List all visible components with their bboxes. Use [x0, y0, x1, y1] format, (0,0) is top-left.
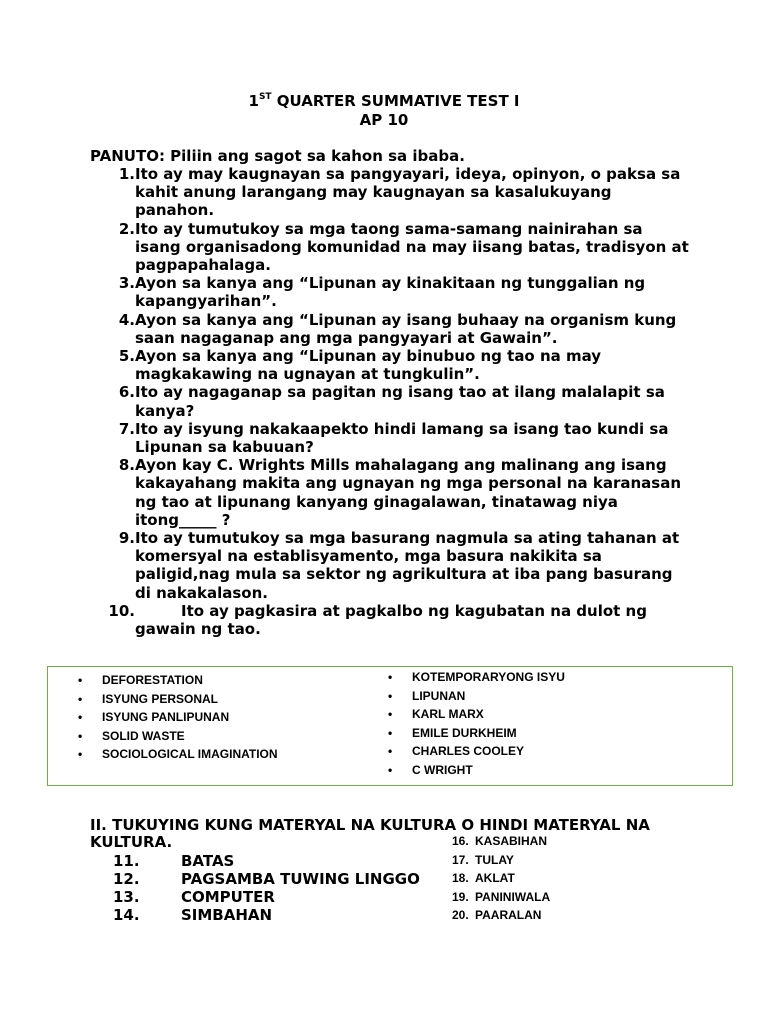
question-item: 8. Ayon kay C. Wrights Mills mahalagang ang malinang ang isang kakayahang makita ang ugnayan ng mga personal na karanasan ng tao at lipunang kanyang ginagalawan, tinatawag niya itong_____ ?	[118, 456, 681, 529]
question-item: 5. Ayon sa kanya ang “Lipunan ay binubuo ng tao na may magkakawing na ugnayan at tungkulin”.	[118, 347, 602, 384]
part2-item: 18. AKLAT	[452, 871, 515, 886]
part2-heading: II. TUKUYING KUNG MATERYAL NA KULTURA O HINDI MATERYAL NA KULTURA.	[90, 816, 650, 851]
question-item: 3. Ayon sa kanya ang “Lipunan ay kinakitaan ng tunggalian ng kapangyarihan”.	[118, 274, 646, 311]
question-list	[100, 165, 690, 638]
question-item: 7. Ito ay isyung nakakaapekto hindi lamang sa isang tao kundi sa Lipunan sa kabuuan?	[118, 419, 669, 457]
choice-item: • DEFORESTATION	[78, 673, 203, 687]
choices-right-column	[388, 668, 565, 780]
part2-items-left	[113, 852, 420, 924]
question-item: 4. Ayon sa kanya ang “Lipunan ay isang buhaay na organism kung saan nagaganap ang mga pangyayari at Gawain”.	[118, 310, 677, 347]
part2-item: 16. KASABIHAN	[452, 834, 547, 848]
part2-item: 12. PAGSAMBA TUWING LINGGO	[113, 870, 420, 888]
choice-item: • SOLID WASTE	[78, 728, 185, 743]
choice-item: • LIPUNAN	[388, 688, 466, 703]
part2-item: 17. TULAY	[452, 852, 514, 867]
part2-item: 14. SIMBAHAN	[113, 906, 273, 924]
choice-item: • KARL MARX	[388, 707, 484, 722]
choice-item: • KOTEMPORARYONG ISYU	[388, 670, 565, 684]
question-item: 2. Ito ay tumutukoy sa mga taong sama-samang nainirahan sa isang organisadong komunidad na may iisang batas, tradisyon at pagpapahalaga.	[118, 219, 689, 275]
instructions: PANUTO: Piliin ang sagot sa kahon sa ibaba.	[90, 147, 465, 165]
choices-left-column	[78, 671, 278, 764]
choice-item: • ISYUNG PANLIPUNAN	[78, 710, 230, 725]
question-item: 6. Ito ay nagaganap sa pagitan ng isang tao at ilang malalapit sa kanya?	[118, 383, 665, 420]
choice-item: • CHARLES COOLEY	[388, 744, 525, 759]
part2-items-right	[452, 832, 550, 925]
part2-item: 19. PANINIWALA	[452, 889, 551, 904]
document-subtitle: AP 10	[359, 111, 409, 129]
choice-item: • C WRIGHT	[388, 762, 473, 777]
question-item: 9. Ito ay tumutukoy sa mga basurang nagmula sa ating tahanan at komersyal na establisyamento, mga basura nakikita sa paligid,nag mula sa sektor ng agrikultura at iba pang basurang di nakakalason.	[118, 529, 680, 602]
document-title: 1ST QUARTER SUMMATIVE TEST I	[248, 92, 520, 110]
choice-item: • SOCIOLOGICAL IMAGINATION	[78, 747, 278, 762]
part2-item: 13. COMPUTER	[113, 888, 275, 906]
choice-item: • ISYUNG PERSONAL	[78, 691, 219, 706]
question-item: 10. Ito ay pagkasira at pagkalbo ng kagubatan na dulot ng gawain ng tao.	[108, 601, 647, 639]
part2-item: 11. BATAS	[113, 852, 235, 870]
choice-item: • EMILE DURKHEIM	[388, 725, 517, 740]
question-item: 1. Ito ay may kaugnayan sa pangyayari, ideya, opinyon, o paksa sa kahit anung larangang may kaugnayan sa kasalukuyang panahon.	[118, 165, 681, 220]
part2-item: 20. PAARALAN	[452, 908, 542, 923]
